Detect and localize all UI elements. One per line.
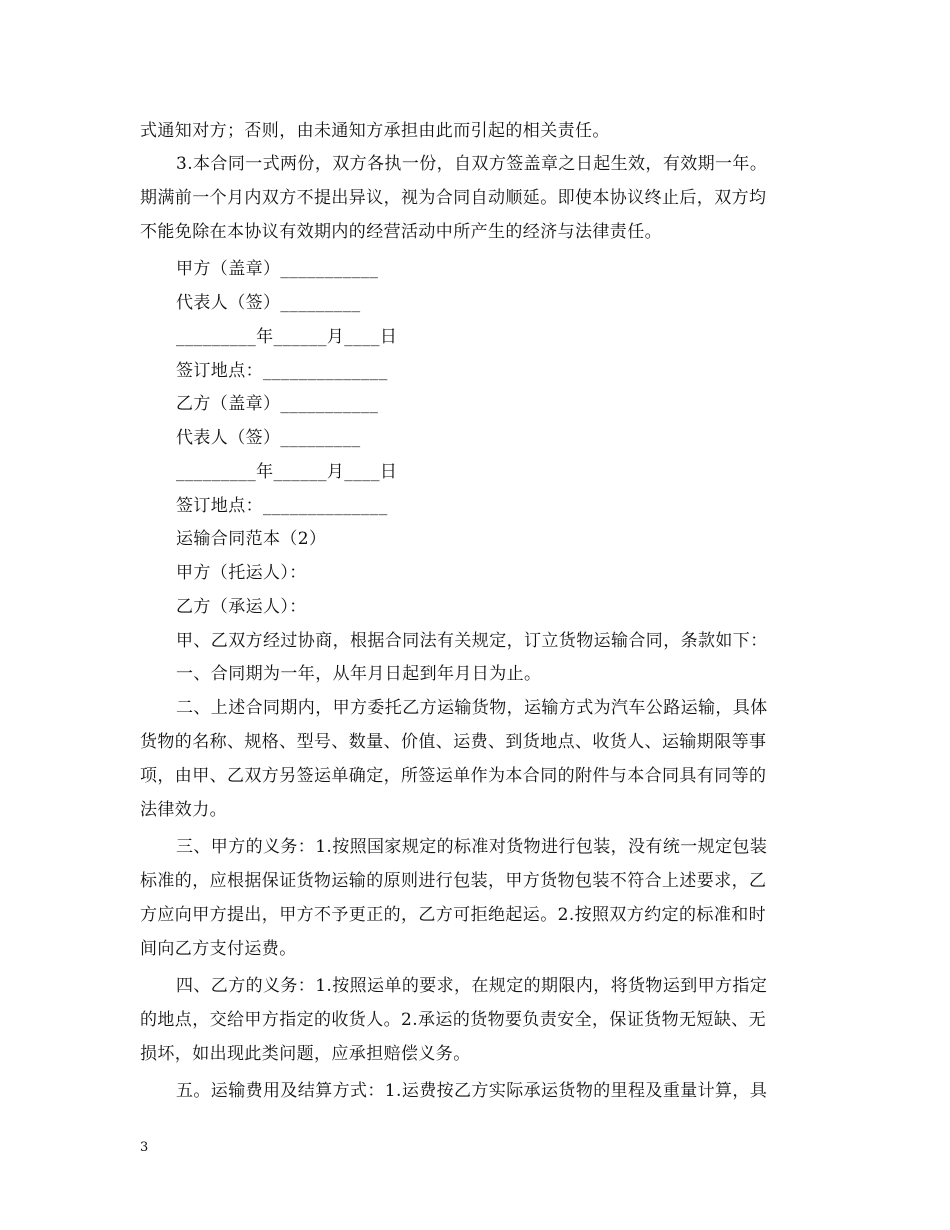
paragraph-line: 四、乙方的义务：1.按照运单的要求，在规定的期限内，将货物运到甲方指定	[176, 976, 768, 996]
paragraph-line: 标准的，应根据保证货物运输的原则进行包装，甲方货物包装不符合上述要求，乙	[140, 871, 767, 891]
page-number: 3	[140, 1140, 149, 1155]
paragraph-line: 三、甲方的义务：1.按照国家规定的标准对货物进行包装，没有统一规定包装	[176, 837, 768, 857]
paragraph-line: 二、上述合同期内，甲方委托乙方运输货物，运输方式为汽车公路运输，具体	[176, 698, 768, 718]
paragraph-line: 五。运输费用及结算方式：1.运费按乙方实际承运货物的里程及重量计算，具	[176, 1081, 768, 1101]
party-a-place-line: 签订地点：______________	[176, 361, 388, 381]
paragraph-line: 一、合同期为一年，从年月日起到年月日为止。	[176, 664, 542, 684]
paragraph-line: 法律效力。	[140, 800, 227, 820]
paragraph-line: 项，由甲、乙双方另签运单确定，所签运单作为本合同的附件与本合同具有同等的	[140, 766, 767, 786]
party-b-date-line: _________年______月____日	[176, 462, 398, 482]
party-a-representative-line: 代表人（签）_________	[176, 293, 361, 313]
party-a-seal-line: 甲方（盖章）___________	[176, 259, 379, 279]
paragraph-line: 的地点，交给甲方指定的收货人。2.承运的货物要负责安全，保证货物无短缺、无	[140, 1010, 767, 1030]
paragraph-line: 方应向甲方提出，甲方不予更正的，乙方可拒绝起运。2.按照双方约定的标准和时	[140, 905, 767, 925]
party-b-place-line: 签订地点：______________	[176, 496, 388, 516]
paragraph-line: 损坏，如出现此类问题，应承担赔偿义务。	[140, 1044, 471, 1064]
paragraph-line: 不能免除在本协议有效期内的经营活动中所产生的经济与法律责任。	[140, 222, 662, 242]
paragraph-line: 期满前一个月内双方不提出异议，视为合同自动顺延。即使本协议终止后，双方均	[140, 188, 767, 208]
consignor-line: 甲方（托运人）：	[176, 563, 307, 583]
paragraph-line: 货物的名称、规格、型号、数量、价值、运费、到货地点、收货人、运输期限等事	[140, 732, 767, 752]
paragraph-line: 式通知对方；否则，由未通知方承担由此而引起的相关责任。	[140, 121, 610, 141]
paragraph-line: 甲、乙双方经过协商，根据合同法有关规定，订立货物运输合同，条款如下：	[176, 631, 768, 651]
section-title: 运输合同范本（2）	[176, 529, 327, 549]
paragraph-line: 间向乙方支付运费。	[140, 939, 297, 959]
carrier-line: 乙方（承运人）：	[176, 597, 307, 617]
party-b-representative-line: 代表人（签）_________	[176, 428, 361, 448]
party-a-date-line: _________年______月____日	[176, 327, 398, 347]
party-b-seal-line: 乙方（盖章）___________	[176, 394, 379, 414]
paragraph-line: 3.本合同一式两份，双方各执一份，自双方签盖章之日起生效，有效期一年。	[176, 154, 768, 174]
